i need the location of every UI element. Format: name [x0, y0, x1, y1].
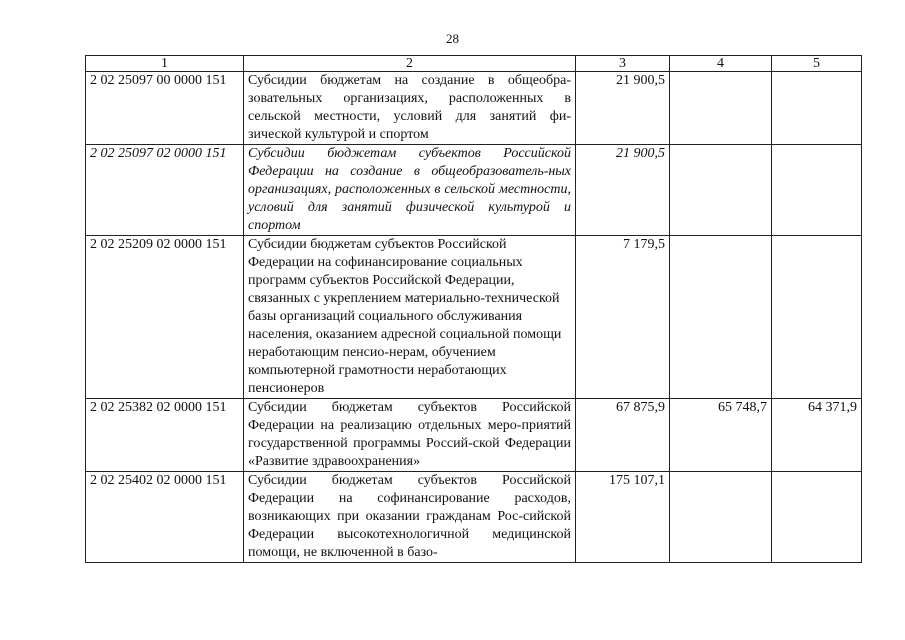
- subsidy-description: Субсидии бюджетам субъектов Российской Федерации на реализацию отдельных меро-приятий государственной программы Россий-ской Федерации «Развитие здравоохранения»: [244, 399, 576, 472]
- subsidy-description: Субсидии бюджетам субъектов Российской Федерации на софинансирование социальных программ субъектов Российской Федерации, связанных с укреплением материально-технической базы организаций социального обслуживания населения, оказанием адресной социальной помощи неработающим пенсио-нерам, обучением компьютерной грамотности неработающих пенсионеров: [244, 236, 576, 399]
- amount-col3: 7 179,5: [576, 236, 670, 399]
- amount-col3: 21 900,5: [576, 145, 670, 236]
- budget-code: 2 02 25382 02 0000 151: [86, 399, 244, 472]
- budget-code: 2 02 25097 02 0000 151: [86, 145, 244, 236]
- budget-code: 2 02 25402 02 0000 151: [86, 472, 244, 563]
- amount-col4: [670, 236, 772, 399]
- table-header-row: [86, 56, 862, 72]
- subsidy-description-cell: [244, 472, 576, 563]
- column-header-4: 4: [670, 56, 772, 72]
- table-row: [86, 145, 862, 236]
- column-header-5: 5: [772, 56, 862, 72]
- amount-col5: [772, 72, 862, 145]
- page-number: 28: [446, 31, 459, 46]
- subsidy-description: Субсидии бюджетам субъектов Российской Федерации на создание в общеобразователь-ных организациях, расположенных в сельской местности, условий для занятий физической культурой и спортом: [244, 145, 576, 236]
- subsidy-description: Субсидии бюджетам на создание в общеобра-зовательных организациях, расположенных в сельской местности, условий для занятий фи-зической культурой и спортом: [244, 72, 576, 145]
- table-row: [86, 472, 862, 563]
- budget-code: 2 02 25209 02 0000 151: [86, 236, 244, 399]
- amount-col4: [670, 72, 772, 145]
- amount-col3: 67 875,9: [576, 399, 670, 472]
- amount-col4: [670, 472, 772, 563]
- table-row: [86, 236, 862, 399]
- column-header-1: 1: [86, 56, 244, 72]
- table-row: [86, 399, 862, 472]
- amount-col3: 175 107,1: [576, 472, 670, 563]
- amount-col5: [772, 145, 862, 236]
- subsidy-description: Субсидии бюджетам субъектов Российской Федерации на софинансирование расходов, возникающих при оказании гражданам Рос-сийской Федерации высокотехнологичной медицинской помощи, не включенной в базо-: [248, 473, 571, 560]
- amount-col5: [772, 472, 862, 563]
- amount-col4: [670, 145, 772, 236]
- column-header-2: 2: [244, 56, 576, 72]
- amount-col5: 64 371,9: [772, 399, 862, 472]
- amount-col4: 65 748,7: [670, 399, 772, 472]
- budget-table: [85, 55, 862, 563]
- table-row: [86, 72, 862, 145]
- budget-code: 2 02 25097 00 0000 151: [86, 72, 244, 145]
- amount-col5: [772, 236, 862, 399]
- column-header-3: 3: [576, 56, 670, 72]
- amount-col3: 21 900,5: [576, 72, 670, 145]
